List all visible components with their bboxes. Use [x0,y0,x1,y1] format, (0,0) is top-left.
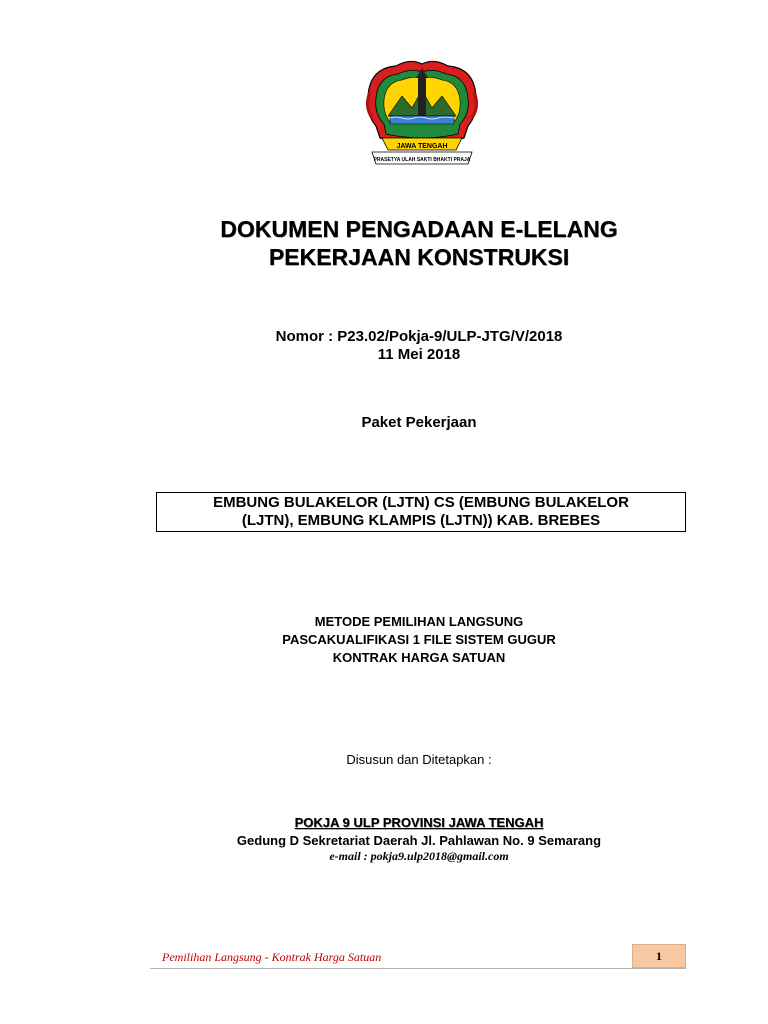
metode-line1: METODE PEMILIHAN LANGSUNG [314,614,524,629]
svg-text:JAWA TENGAH: JAWA TENGAH [396,143,448,150]
paket-name-box [156,492,686,532]
metode-line2: PASCAKUALIFIKASI 1 FILE SISTEM GUGUR [282,632,556,647]
disusun-label: Disusun dan Ditetapkan : [346,752,492,767]
jawa-tengah-emblem [360,56,484,174]
document-title-line1: DOKUMEN PENGADAAN E-LELANG [220,216,618,242]
pokja-address: Gedung D Sekretariat Daerah Jl. Pahlawan No. 9 Semarang [236,833,602,848]
paket-label: Paket Pekerjaan [361,414,477,431]
footer-divider [150,968,686,969]
pokja-email: e-mail : pokja9.ulp2018@gmail.com [329,849,509,863]
page-number: 1 [632,944,686,968]
document-date: 11 Mei 2018 [377,346,461,363]
paket-name-line1: EMBUNG BULAKELOR (LJTN) CS (EMBUNG BULAKELOR [213,494,629,511]
metode-line3: KONTRAK HARGA SATUAN [332,650,506,665]
pokja-name: POKJA 9 ULP PROVINSI JAWA TENGAH [294,815,544,830]
svg-text:PRASETYA ULAH SAKTI BHAKTI PRA: PRASETYA ULAH SAKTI BHAKTI PRAJA [373,157,471,163]
document-title-line2: PEKERJAAN KONSTRUKSI [268,244,570,270]
paket-name-line2: (LJTN), EMBUNG KLAMPIS (LJTN)) KAB. BREBES [241,512,601,529]
document-number: Nomor : P23.02/Pokja-9/ULP-JTG/V/2018 [275,328,563,345]
footer-text: Pemilihan Langsung - Kontrak Harga Satuan [162,950,382,964]
